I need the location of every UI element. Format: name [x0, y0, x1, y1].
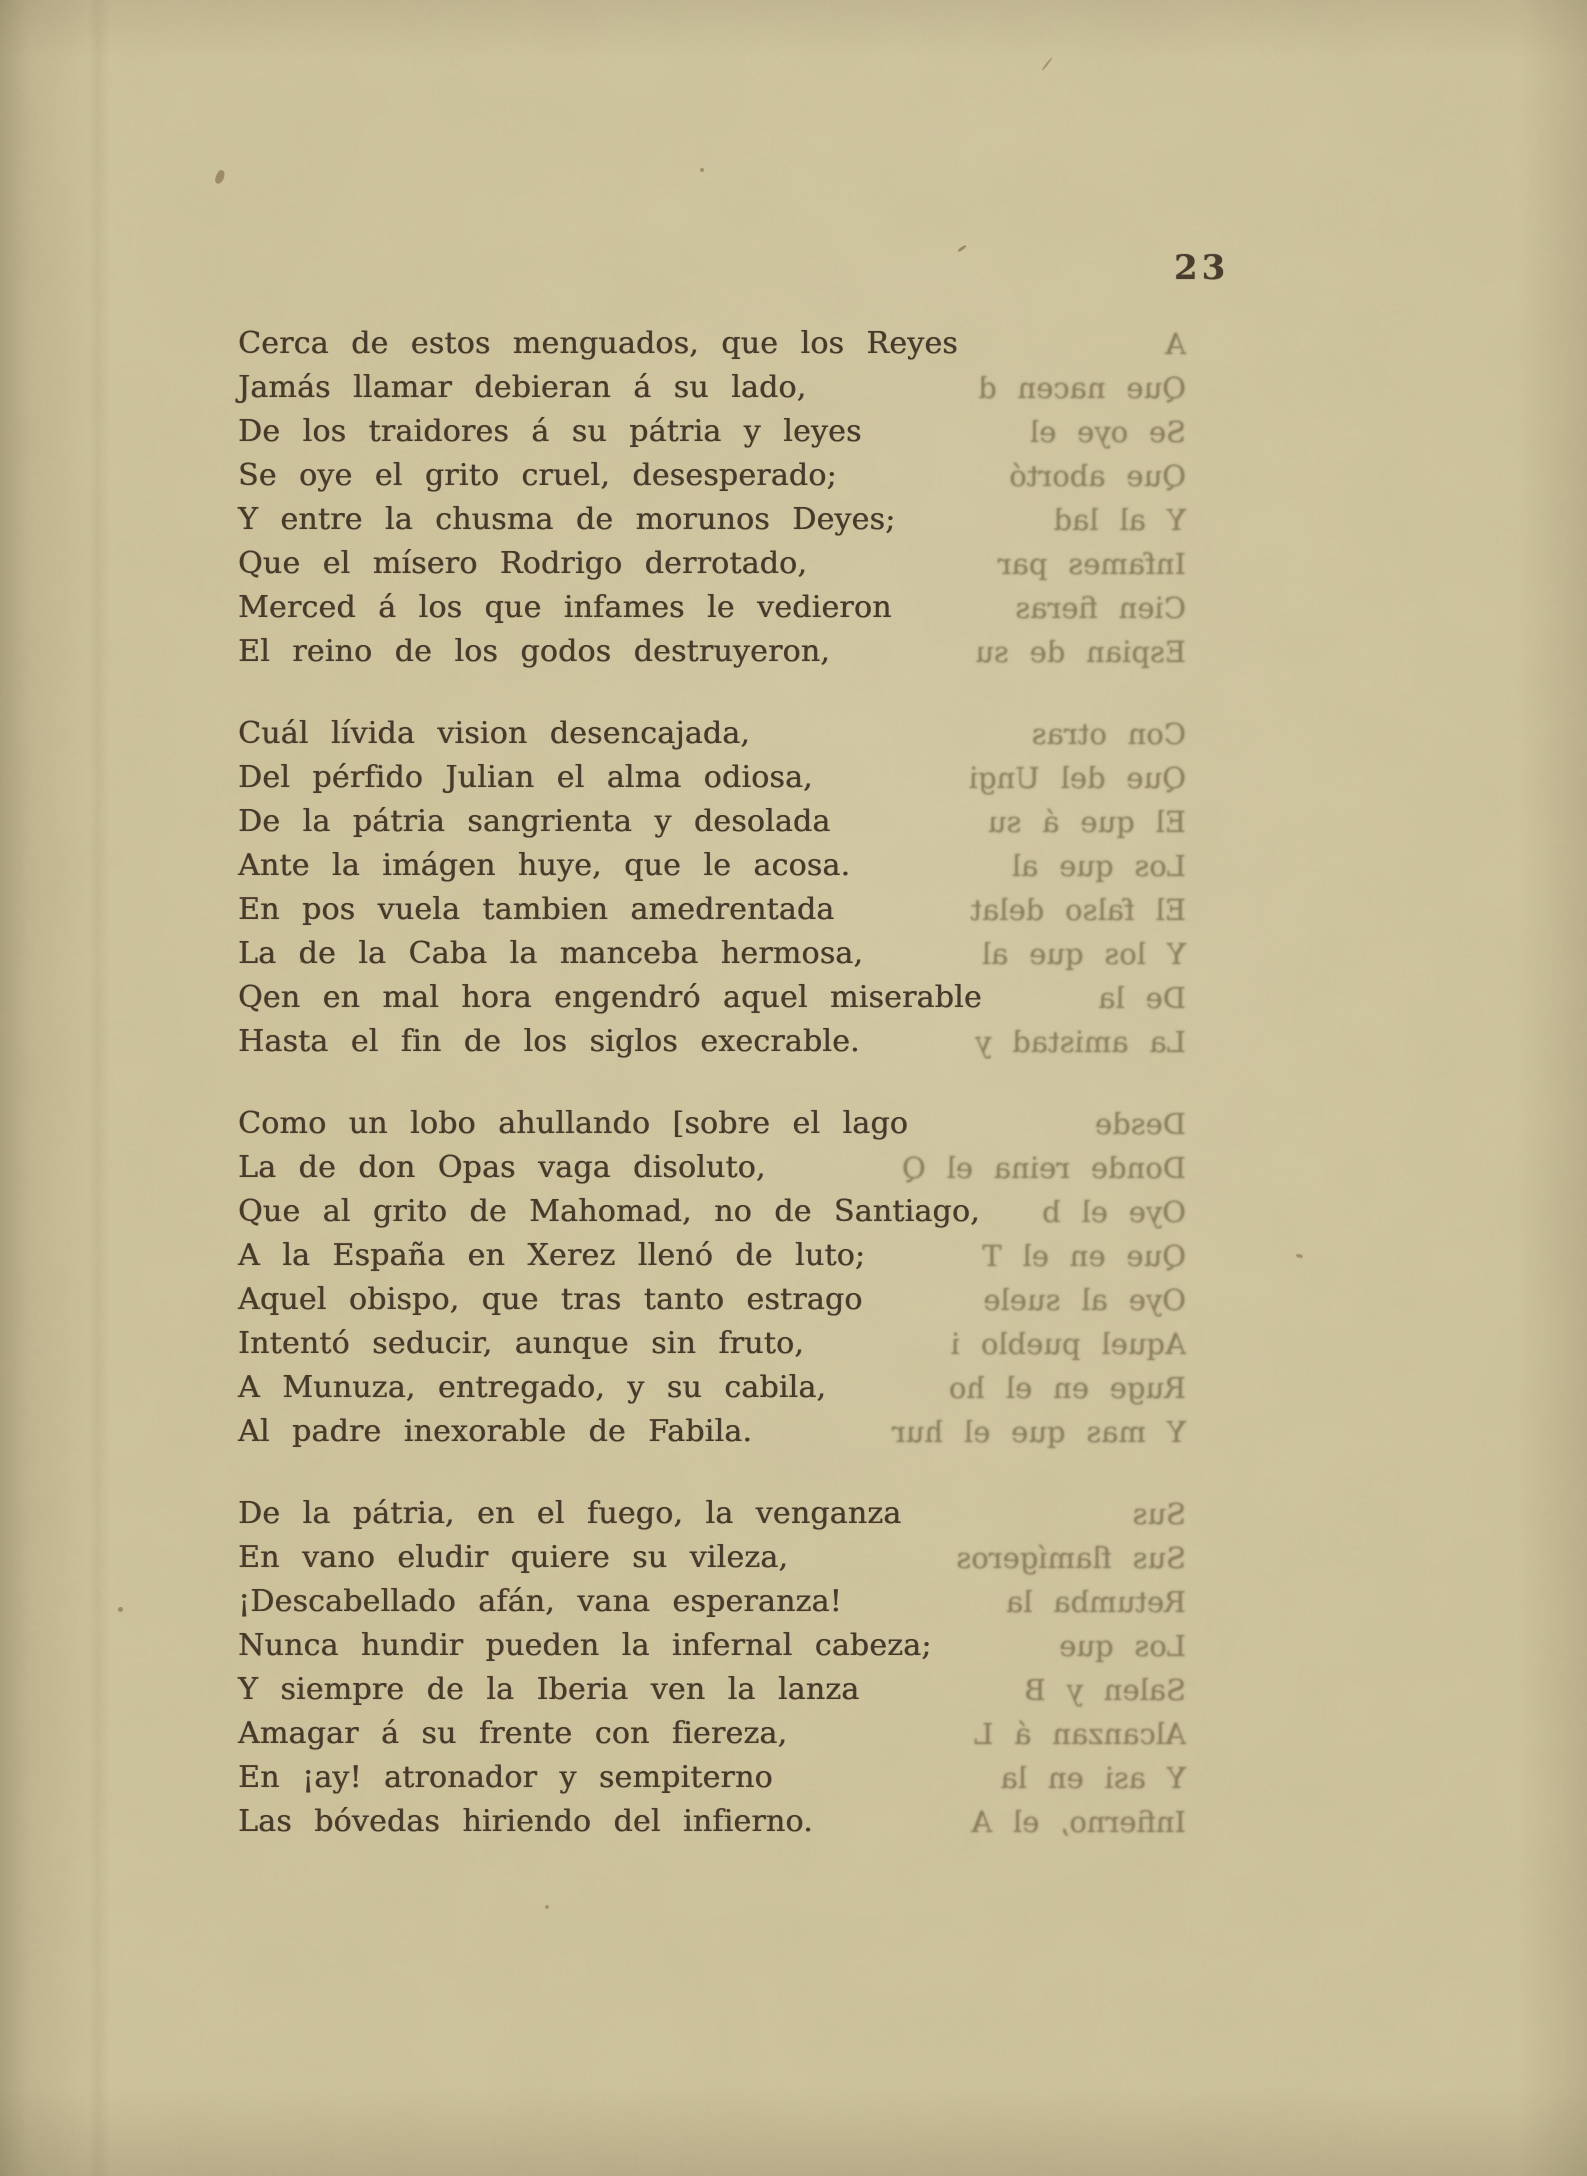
bleedthrough-line: Desde	[1094, 1107, 1186, 1141]
paper-speck	[1041, 57, 1052, 71]
paper-speck	[213, 169, 226, 185]
poem-line: La de la Caba la manceba hermosa,	[238, 936, 864, 971]
bleedthrough-line: A	[1165, 327, 1186, 361]
poem-line: Intentó seducir, aunque sin fruto,	[238, 1326, 804, 1361]
paper-speck	[957, 244, 967, 252]
poem-line: Las bóvedas hiriendo del infierno.	[238, 1804, 813, 1839]
bleedthrough-line: Infames par	[997, 547, 1186, 581]
bleedthrough-line: Y los que al	[981, 937, 1186, 971]
bleedthrough-line: Cien fieras	[1015, 591, 1186, 625]
bleedthrough-line: Aquel pueblo i	[950, 1327, 1186, 1361]
poem-line: Ante la imágen huye, que le acosa.	[238, 848, 851, 883]
bleedthrough-line: Con otras	[1031, 717, 1186, 751]
poem-line: De la pátria, en el fuego, la venganza	[238, 1496, 902, 1531]
poem-line: La de don Opas vaga disoluto,	[238, 1150, 766, 1185]
paper-speck	[118, 1607, 123, 1612]
bleedthrough-line: Y mas que el hur	[891, 1415, 1186, 1449]
stanza	[238, 1492, 1186, 1844]
bleedthrough-line: El que á su	[987, 805, 1186, 839]
poem-line: Que el mísero Rodrigo derrotado,	[238, 546, 808, 581]
bleedthrough-line: Espian de su	[975, 635, 1186, 669]
stanza	[238, 322, 1186, 674]
poem-line: En pos vuela tambien amedrentada	[238, 892, 835, 927]
poem-line: En vano eludir quiere su vileza,	[238, 1540, 789, 1575]
poem-line: Jamás llamar debieran á su lado,	[238, 370, 807, 405]
bleedthrough-line: Retumba la	[1005, 1585, 1186, 1619]
bleedthrough-line: Infierno, el A	[971, 1805, 1186, 1839]
bleedthrough-line: Ruge en el ho	[948, 1371, 1186, 1405]
bleedthrough-line: Que en el T	[982, 1239, 1186, 1273]
poem-line: Cerca de estos menguados, que los Reyes	[238, 326, 958, 361]
poem-line: Amagar á su frente con fiereza,	[238, 1716, 788, 1751]
stanza	[238, 712, 1186, 1064]
poem-line: Qen en mal hora engendró aquel miserable	[238, 980, 982, 1015]
poem-line: ¡Descabellado afán, vana esperanza!	[238, 1584, 842, 1619]
bleedthrough-line: Alcanzan á L	[974, 1717, 1186, 1751]
paper-speck	[1296, 1253, 1304, 1259]
poem-line: Al padre inexorable de Fabila.	[238, 1414, 753, 1449]
bleedthrough-line: Los que al	[1011, 849, 1186, 883]
poem-line: Y entre la chusma de morunos Deyes;	[238, 502, 896, 537]
paper-speck	[545, 1905, 549, 1909]
bleedthrough-line: Sus	[1132, 1497, 1186, 1531]
bleedthrough-line: La amistad y	[974, 1025, 1186, 1059]
poem-line: Que al grito de Mahomad, no de Santiago,	[238, 1194, 980, 1229]
poem-line: Del pérfido Julian el alma odiosa,	[238, 760, 813, 795]
poem-line: Y siempre de la Iberia ven la lanza	[238, 1672, 860, 1707]
bleedthrough-line: Oye el b	[1042, 1195, 1186, 1229]
bleedthrough-line: Que nacen d	[978, 371, 1186, 405]
bleedthrough-line: De la	[1098, 981, 1186, 1015]
bleedthrough-line: Oye al suele	[983, 1283, 1186, 1317]
bleedthrough-line: Salen y B	[1024, 1673, 1186, 1707]
bleedthrough-line: Donde reina el Q	[901, 1151, 1186, 1185]
bleedthrough-line: Se oye el	[1029, 415, 1186, 449]
poem-line: Hasta el fin de los siglos execrable.	[238, 1024, 860, 1059]
poem	[238, 322, 1186, 1882]
poem-line: Se oye el grito cruel, desesperado;	[238, 458, 837, 493]
bleedthrough-line: Los que	[1059, 1629, 1186, 1663]
bleedthrough-line: Y al lad	[1053, 503, 1186, 537]
bleedthrough-line: Y asi en la	[1000, 1761, 1186, 1795]
poem-line: El reino de los godos destruyeron,	[238, 634, 831, 669]
bleedthrough-line: Que abortó	[1009, 459, 1186, 493]
poem-line: En ¡ay! atronador y sempiterno	[238, 1760, 773, 1795]
poem-line: De la pátria sangrienta y desolada	[238, 804, 831, 839]
poem-line: Aquel obispo, que tras tanto estrago	[238, 1282, 863, 1317]
poem-line: Merced á los que infames le vedieron	[238, 590, 892, 625]
poem-line: A Munuza, entregado, y su cabila,	[238, 1370, 827, 1405]
poem-line: De los traidores á su pátria y leyes	[238, 414, 862, 449]
poem-line: Como un lobo ahullando [sobre el lago	[238, 1106, 909, 1141]
stanza	[238, 1102, 1186, 1454]
poem-line: Nunca hundir pueden la infernal cabeza;	[238, 1628, 932, 1663]
poem-line: Cuál lívida vision desencajada,	[238, 716, 751, 751]
paper-speck	[700, 168, 704, 172]
bleedthrough-line: Sus flamígeros	[956, 1541, 1186, 1575]
bleedthrough-line: Que del Ungi	[968, 761, 1186, 795]
poem-line: A la España en Xerez llenó de luto;	[238, 1238, 866, 1273]
page-number: 23	[1174, 248, 1230, 288]
bleedthrough-line: El falso delat	[970, 893, 1186, 927]
